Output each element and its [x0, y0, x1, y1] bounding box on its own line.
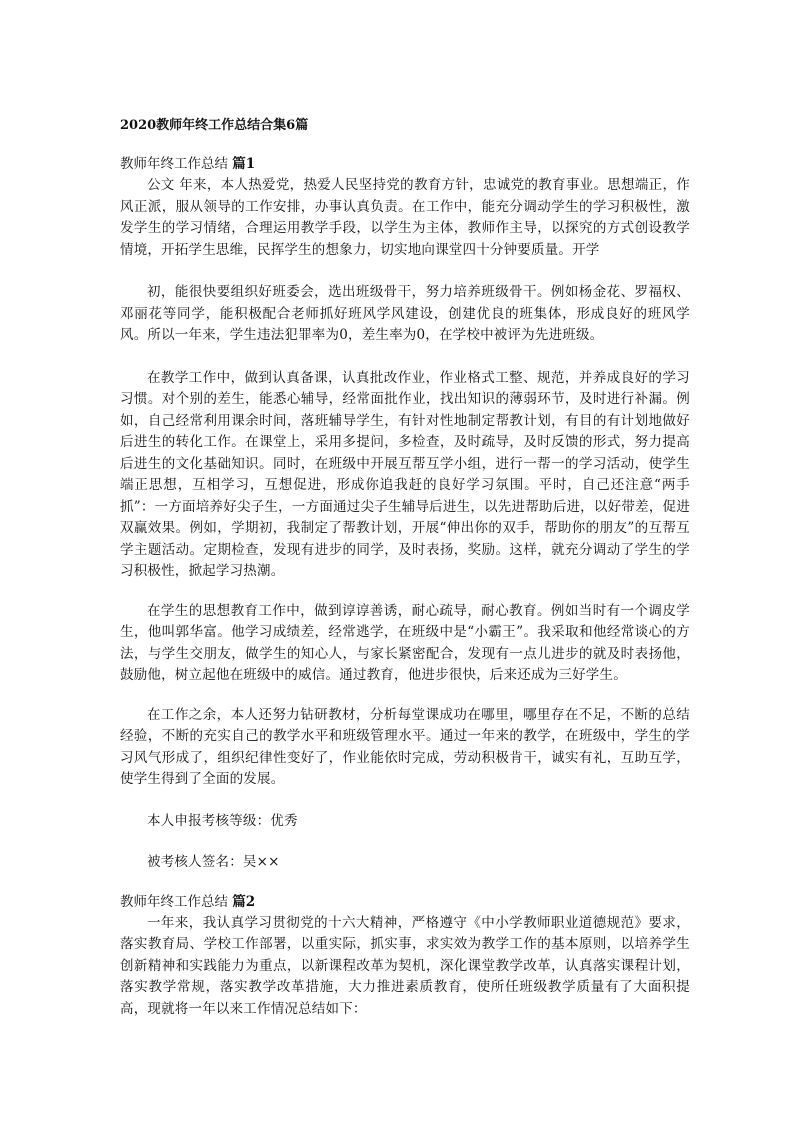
paragraph: 在教学工作中，做到认真备课，认真批改作业，作业格式工整、规范，并养成良好的学习习惯。对个别的差生，能悉心辅导，经常面批作业，找出知识的薄弱环节，及时进行补漏。例如，自己经常利用课余时间，落班辅导学生，有针对性地制定帮教计划，有目的有计划地做好后进生的转化工作。在课堂上，采用多提问，多检查，及时疏导，及时反馈的形式，努力提高后进生的文化基础知识。同时，在班级中开展互帮互学小组，进行一帮一的学习活动，使学生端正思想，互相学习，互想促进，形成你追我赶的良好学习氛围。平时，自己还注意“两手抓”：一方面培养好尖子生，一方面通过尖子生辅导后进生，以先进帮助后进，以好带差，促进双赢效果。例如，学期初，我制定了帮教计划，开展“伸出你的双手，帮助你的朋友”的互帮互学主题活动。定期检查，发现有进步的同学，及时表扬，奖励。这样，就充分调动了学生的学习积极性，掀起学习热潮。 — [120, 369, 690, 579]
section-heading-text: 教师年终工作总结 — [120, 156, 228, 172]
paragraph: 初，能很快要组织好班委会，选出班级骨干，努力培养班级骨干。例如杨金花、罗福权、邓丽花等同学，能积极配合老师抓好班风学风建设，创建优良的班集体，形成良好的班风学风。所以一年来，学生违法犯罪率为0，差生率为0，在学校中被评为先进班级。 — [120, 284, 690, 343]
signature-line: 被考核人签名：吴×× — [147, 854, 280, 870]
section-heading-text: 教师年终工作总结 — [120, 893, 228, 910]
paragraph: 一年来，我认真学习贯彻党的十六大精神，严格遵守《中小学教师职业道德规范》要求，落实教育局、学校工作部署，以重实际，抓实事，求实效为教学工作的基本原则，以培养学生创新精神和实践能力为重点，以新课程改革为契机，深化课堂教学改革，认真落实课程计划，落实教学常规，落实教学改革措施，大力推进素质教育，使所任班级教学质量有了大面积提高，现就将一年以来工作情况总结如下： — [120, 914, 690, 1017]
rating-line: 本人申报考核等级：优秀 — [147, 812, 298, 829]
section-heading-2 — [120, 892, 690, 913]
paragraph: 公文 年来，本人热爱党，热爱人民坚持党的教育方针，忠诚党的教育事业。思想端正，作风正派，服从领导的工作安排，办事认真负责。在工作中，能充分调动学生的学习积极性，激发学生的学习情绪，合理运用教学手段，以学生为主体，教师作主导，以探究的方式创设教学情境，开拓学生思维，民挥学生的想象力，切实地向课堂四十分钟要质量。开学 — [120, 177, 690, 258]
paragraph: 在学生的思想教育工作中，做到谆谆善诱，耐心疏导，耐心教育。例如当时有一个调皮学生，他叫郭华富。他学习成绩差，经常逃学，在班级中是“小霸王”。我采取和他经常谈心的方法，与学生交朋友，做学生的知心人，与家长紧密配合，发现有一点儿进步的就及时表扬他，鼓励他，树立起他在班级中的威信。通过教育，他进步很快，后来还成为三好学生。 — [120, 602, 690, 683]
document-title: 2020教师年终工作总结合集6篇 — [120, 118, 309, 133]
paragraph: 在工作之余，本人还努力钻研教材，分析每堂课成功在哪里，哪里存在不足，不断的总结经验，不断的充实自己的教学水平和班级管理水平。通过一年来的教学，在班级中，学生的学习风气形成了，组织纪律性变好了，作业能依时完成，劳动积极肯干，诚实有礼，互助互学，使学生得到了全面的发展。 — [120, 706, 690, 787]
document-page — [120, 116, 690, 1020]
section-number: 篇2 — [232, 893, 256, 910]
section-heading-1 — [120, 154, 690, 175]
section-number: 篇1 — [232, 156, 256, 172]
